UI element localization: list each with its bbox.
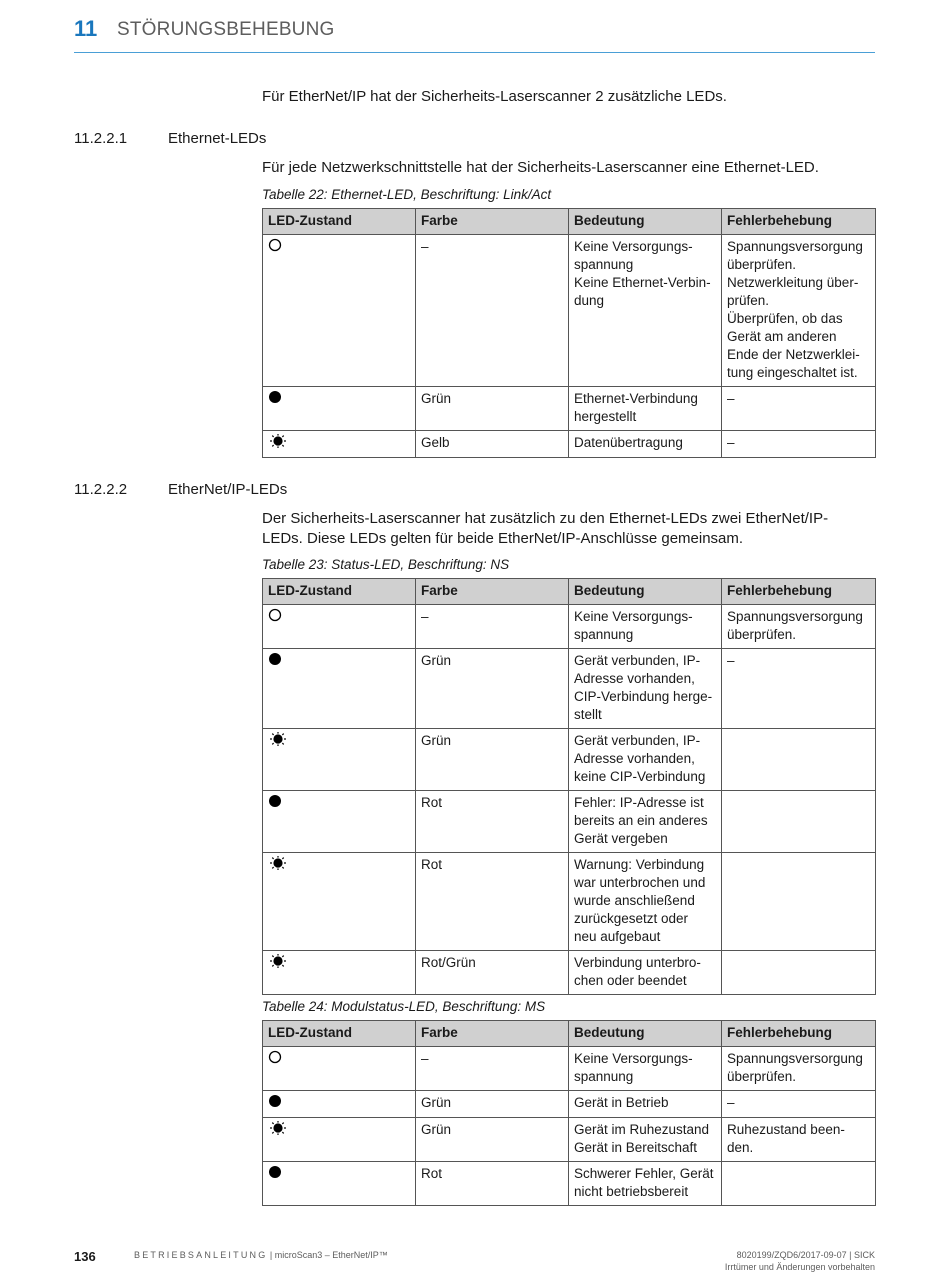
column-header: LED-Zustand (263, 1021, 416, 1047)
led-state-cell (263, 951, 416, 995)
color-cell: – (416, 605, 569, 649)
led-state-cell (263, 605, 416, 649)
led-state-cell (263, 1162, 416, 1206)
table-row (263, 951, 876, 995)
troubleshooting-cell (722, 729, 876, 791)
troubleshooting-cell (722, 791, 876, 853)
led-on-icon (268, 390, 282, 404)
column-header: Farbe (416, 1021, 569, 1047)
led-state-cell (263, 1091, 416, 1118)
troubleshooting-cell (722, 853, 876, 951)
table-row (263, 235, 876, 387)
troubleshooting-cell (722, 1162, 876, 1206)
column-header: Fehlerbehebung (722, 1021, 876, 1047)
meaning-cell: Gerät in Betrieb (569, 1091, 722, 1118)
meaning-cell: Gerät verbunden, IP- Adresse vorhanden, keine CIP-Verbindung (569, 729, 722, 791)
table-row (263, 1162, 876, 1206)
module-status-led-table (262, 1020, 876, 1206)
color-cell: Grün (416, 649, 569, 729)
troubleshooting-cell: – (722, 649, 876, 729)
table-row (263, 387, 876, 431)
table-row (263, 791, 876, 853)
color-cell: Grün (416, 1091, 569, 1118)
table-row (263, 431, 876, 458)
table-header-row (263, 209, 876, 235)
led-flashing-icon (268, 1121, 282, 1135)
led-state-cell (263, 1047, 416, 1091)
color-cell: Gelb (416, 431, 569, 458)
table-row (263, 605, 876, 649)
section-title: EtherNet/IP-LEDs (168, 481, 288, 498)
meaning-cell: Ethernet-Verbindung hergestellt (569, 387, 722, 431)
table-header-row (263, 1021, 876, 1047)
led-state-cell (263, 729, 416, 791)
led-on-icon (268, 1094, 282, 1108)
color-cell: – (416, 1047, 569, 1091)
column-header: Bedeutung (569, 1021, 722, 1047)
column-header: Fehlerbehebung (722, 579, 876, 605)
meaning-cell: Keine Versorgungs- spannung Keine Ethernet-Verbin- dung (569, 235, 722, 387)
page-header (74, 14, 875, 53)
troubleshooting-cell: – (722, 431, 876, 458)
led-state-cell (263, 431, 416, 458)
section-paragraph: Der Sicherheits-Laserscanner hat zusätzlich zu den Ethernet-LEDs zwei EtherNet/IP- LEDs. Diese LEDs gelten für beide EtherNet/IP-Anschlüsse gemeinsam. (262, 510, 829, 547)
color-cell: Grün (416, 1118, 569, 1162)
color-cell: Grün (416, 729, 569, 791)
column-header: Bedeutung (569, 209, 722, 235)
color-cell: Rot (416, 791, 569, 853)
led-on-icon (268, 1165, 282, 1179)
color-cell: Rot (416, 853, 569, 951)
doc-product: | microScan3 – EtherNet/IP™ (267, 1250, 388, 1260)
column-header: Farbe (416, 579, 569, 605)
troubleshooting-cell: Spannungsversorgung überprüfen. Netzwerkleitung über- prüfen. Überprüfen, ob das Gerät am anderen Ende der Netzwerklei- tung eingeschaltet ist. (722, 235, 876, 387)
meaning-cell: Gerät im Ruhezustand Gerät in Bereitschaft (569, 1118, 722, 1162)
section-number: 11.2.2.1 (74, 130, 128, 147)
column-header: LED-Zustand (263, 579, 416, 605)
ethernet-led-table (262, 208, 876, 458)
column-header: Farbe (416, 209, 569, 235)
meaning-cell: Fehler: IP-Adresse ist bereits an ein anderes Gerät vergeben (569, 791, 722, 853)
meaning-cell: Keine Versorgungs- spannung (569, 1047, 722, 1091)
troubleshooting-cell: – (722, 1091, 876, 1118)
table-row (263, 853, 876, 951)
disclaimer: Irrtümer und Änderungen vorbehalten (724, 1262, 875, 1272)
led-flashing-icon (268, 856, 282, 870)
section-number: 11.2.2.2 (74, 481, 128, 498)
led-off-icon (268, 1050, 282, 1064)
troubleshooting-cell: Ruhezustand been- den. (722, 1118, 876, 1162)
led-off-icon (268, 608, 282, 622)
led-state-cell (263, 235, 416, 387)
table-caption: Tabelle 23: Status-LED, Beschriftung: NS (262, 557, 510, 572)
page-number: 136 (74, 1249, 96, 1264)
meaning-cell: Verbindung unterbro- chen oder beendet (569, 951, 722, 995)
led-on-icon (268, 794, 282, 808)
column-header: Fehlerbehebung (722, 209, 876, 235)
chapter-number: 11 (74, 16, 98, 41)
troubleshooting-cell: Spannungsversorgung überprüfen. (722, 1047, 876, 1091)
led-flashing-icon (268, 434, 282, 448)
troubleshooting-cell (722, 951, 876, 995)
led-state-cell (263, 853, 416, 951)
led-state-cell (263, 1118, 416, 1162)
led-on-icon (268, 652, 282, 666)
document-title (134, 1250, 388, 1260)
chapter-title: STÖRUNGSBEHEBUNG (117, 19, 335, 40)
meaning-cell: Keine Versorgungs- spannung (569, 605, 722, 649)
table-caption: Tabelle 22: Ethernet-LED, Beschriftung: Link/Act (262, 187, 552, 202)
section-title: Ethernet-LEDs (168, 130, 267, 147)
status-led-table (262, 578, 876, 995)
intro-paragraph: Für EtherNet/IP hat der Sicherheits-Laserscanner 2 zusätzliche LEDs. (262, 88, 727, 105)
led-flashing-icon (268, 954, 282, 968)
led-off-icon (268, 238, 282, 252)
led-flashing-icon (268, 732, 282, 746)
color-cell: Rot/Grün (416, 951, 569, 995)
meaning-cell: Gerät verbunden, IP- Adresse vorhanden, CIP-Verbindung herge- stellt (569, 649, 722, 729)
table-caption: Tabelle 24: Modulstatus-LED, Beschriftung: MS (262, 999, 546, 1014)
color-cell: – (416, 235, 569, 387)
color-cell: Grün (416, 387, 569, 431)
column-header: LED-Zustand (263, 209, 416, 235)
meaning-cell: Schwerer Fehler, Gerät nicht betriebsbereit (569, 1162, 722, 1206)
table-row (263, 1047, 876, 1091)
led-state-cell (263, 791, 416, 853)
doc-type: BETRIEBSANLEITUNG (134, 1250, 268, 1260)
meaning-cell: Datenübertragung (569, 431, 722, 458)
meaning-cell: Warnung: Verbindung war unterbrochen und wurde anschließend zurückgesetzt oder neu aufgebaut (569, 853, 722, 951)
section-paragraph: Für jede Netzwerkschnittstelle hat der Sicherheits-Laserscanner eine Ethernet-LED. (262, 159, 819, 176)
troubleshooting-cell: – (722, 387, 876, 431)
table-row (263, 649, 876, 729)
table-row (263, 1091, 876, 1118)
doc-id: 8020199/ZQD6/2017-09-07 | SICK (736, 1250, 875, 1260)
troubleshooting-cell: Spannungsversorgung überprüfen. (722, 605, 876, 649)
footer-right (725, 1249, 875, 1273)
table-header-row (263, 579, 876, 605)
led-state-cell (263, 387, 416, 431)
color-cell: Rot (416, 1162, 569, 1206)
table-row (263, 729, 876, 791)
column-header: Bedeutung (569, 579, 722, 605)
table-row (263, 1118, 876, 1162)
led-state-cell (263, 649, 416, 729)
